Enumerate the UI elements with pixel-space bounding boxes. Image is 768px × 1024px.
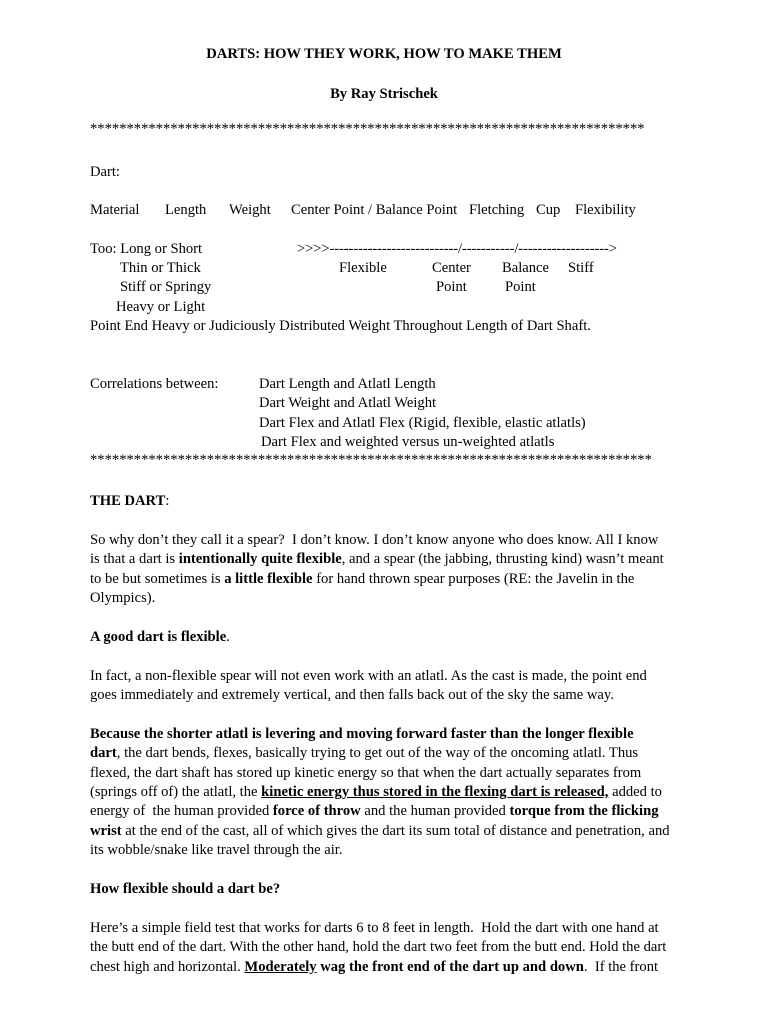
text-run: and the human provided [360,803,510,819]
p3-line-4 [90,783,662,802]
correlation-item-3: Dart Flex and Atlatl Flex (Rigid, flexible, elastic atlatls) [259,415,586,431]
header-col-fletching: Fletching [469,202,525,218]
section-heading [90,492,169,511]
p4-line-3 [90,958,658,977]
text-run: for hand thrown spear purposes (RE: the Javelin in the [312,571,635,587]
bold-run: wrist [90,823,122,839]
p1-line-3 [90,570,634,589]
correlation-item-1: Dart Length and Atlatl Length [259,376,436,392]
text-run: , the dart bends, flexes, basically trying to get out of the way of the oncoming atlatl. Thus [116,745,639,761]
p1-line-1: So why don’t they call it a spear? I don’t know. I don’t know anyone who does know. All I know [90,532,659,548]
header-col-flexibility: Flexibility [575,202,636,218]
section-heading-text: THE DART [90,493,166,509]
point-end-line: Point End Heavy or Judiciously Distributed Weight Throughout Length of Dart Shaft. [90,318,591,334]
divider-stars-bottom: ***************************************************************************** [90,452,652,468]
bold-run: wag the front end of the dart up and down [316,959,584,975]
bold-underlined-run: kinetic energy thus stored in the flexing dart is released, [261,784,609,800]
bold-run: a little flexible [224,571,313,587]
scale-label-stiff: Stiff [568,260,594,276]
good-dart-text: A good dart is flexible [90,629,227,645]
p4-line-1: Here’s a simple field test that works for darts 6 to 8 feet in length. Hold the dart with one hand at [90,920,659,936]
scale-sublabel-center-point: Point [436,279,467,295]
p3-line-7: its wobble/snake like travel through the air. [90,842,343,858]
text-run: chest high and horizontal. [90,959,245,975]
header-col-weight: Weight [229,202,271,218]
section-heading-colon: : [165,493,170,509]
scale-label-balance: Balance [502,260,549,276]
author-byline: By Ray Strischek [330,86,438,102]
how-flexible-heading: How flexible should a dart be? [90,881,281,897]
text-run: is that a dart is [90,551,179,567]
document-title: DARTS: HOW THEY WORK, HOW TO MAKE THEM [206,46,562,62]
header-col-cup: Cup [536,202,561,218]
text-run: , and a spear (the jabbing, thrusting kind) wasn’t meant [341,551,664,567]
bold-run: intentionally quite flexible [178,551,342,567]
dart-label: Dart: [90,164,120,180]
p3-line-3: flexed, the dart shaft has stored up kinetic energy so that when the dart actually separates from [90,765,642,781]
good-dart-period: . [226,629,230,645]
p2-line-2: goes immediately and extremely vertical, and then falls back out of the sky the same way. [90,687,614,703]
correlation-item-2: Dart Weight and Atlatl Weight [259,395,437,411]
bold-run: torque from the flicking [509,803,659,819]
bold-run: force of throw [272,803,361,819]
bold-run: dart [90,745,117,761]
p3-line-1: Because the shorter atlatl is levering and moving forward faster than the longer flexible [90,726,634,742]
scale-label-flexible: Flexible [339,260,387,276]
p2-line-1: In fact, a non-flexible spear will not even work with an atlatl. As the cast is made, the point end [90,668,647,684]
text-run: energy of the human provided [90,803,273,819]
scale-sublabel-balance-point: Point [505,279,536,295]
scale-label-center: Center [432,260,471,276]
good-dart-heading [90,628,230,647]
correlations-label: Correlations between: [90,376,219,392]
text-run: (springs off of) the atlatl, the [90,784,262,800]
text-run: at the end of the cast, all of which gives the dart its sum total of distance and penetration, and [121,823,670,839]
p4-line-2: the butt end of the dart. With the other hand, hold the dart two feet from the butt end. Hold the dart [90,939,667,955]
correlation-item-4: Dart Flex and weighted versus un-weighted atlatls [261,434,555,450]
divider-stars-top: **************************************************************************** [90,121,645,137]
header-col-length: Length [165,202,207,218]
flex-scale-arrow: >>>>---------------------------/-----------/-------------------> [297,241,617,257]
text-run: to be but sometimes is [90,571,225,587]
p1-line-2 [90,550,664,569]
p3-line-2 [90,744,638,763]
p1-line-4: Olympics). [90,590,156,606]
header-col-material: Material [90,202,140,218]
too-line-1: Too: Long or Short [90,241,203,257]
p3-line-6 [90,822,670,841]
text-run: added to [608,784,662,800]
too-line-4: Heavy or Light [116,299,206,315]
header-col-center-balance: Center Point / Balance Point [291,202,458,218]
too-line-3: Stiff or Springy [120,279,212,295]
p3-line-5 [90,802,659,821]
too-line-2: Thin or Thick [120,260,201,276]
text-run: . If the front [583,959,659,975]
bold-underlined-run: Moderately [244,959,317,975]
